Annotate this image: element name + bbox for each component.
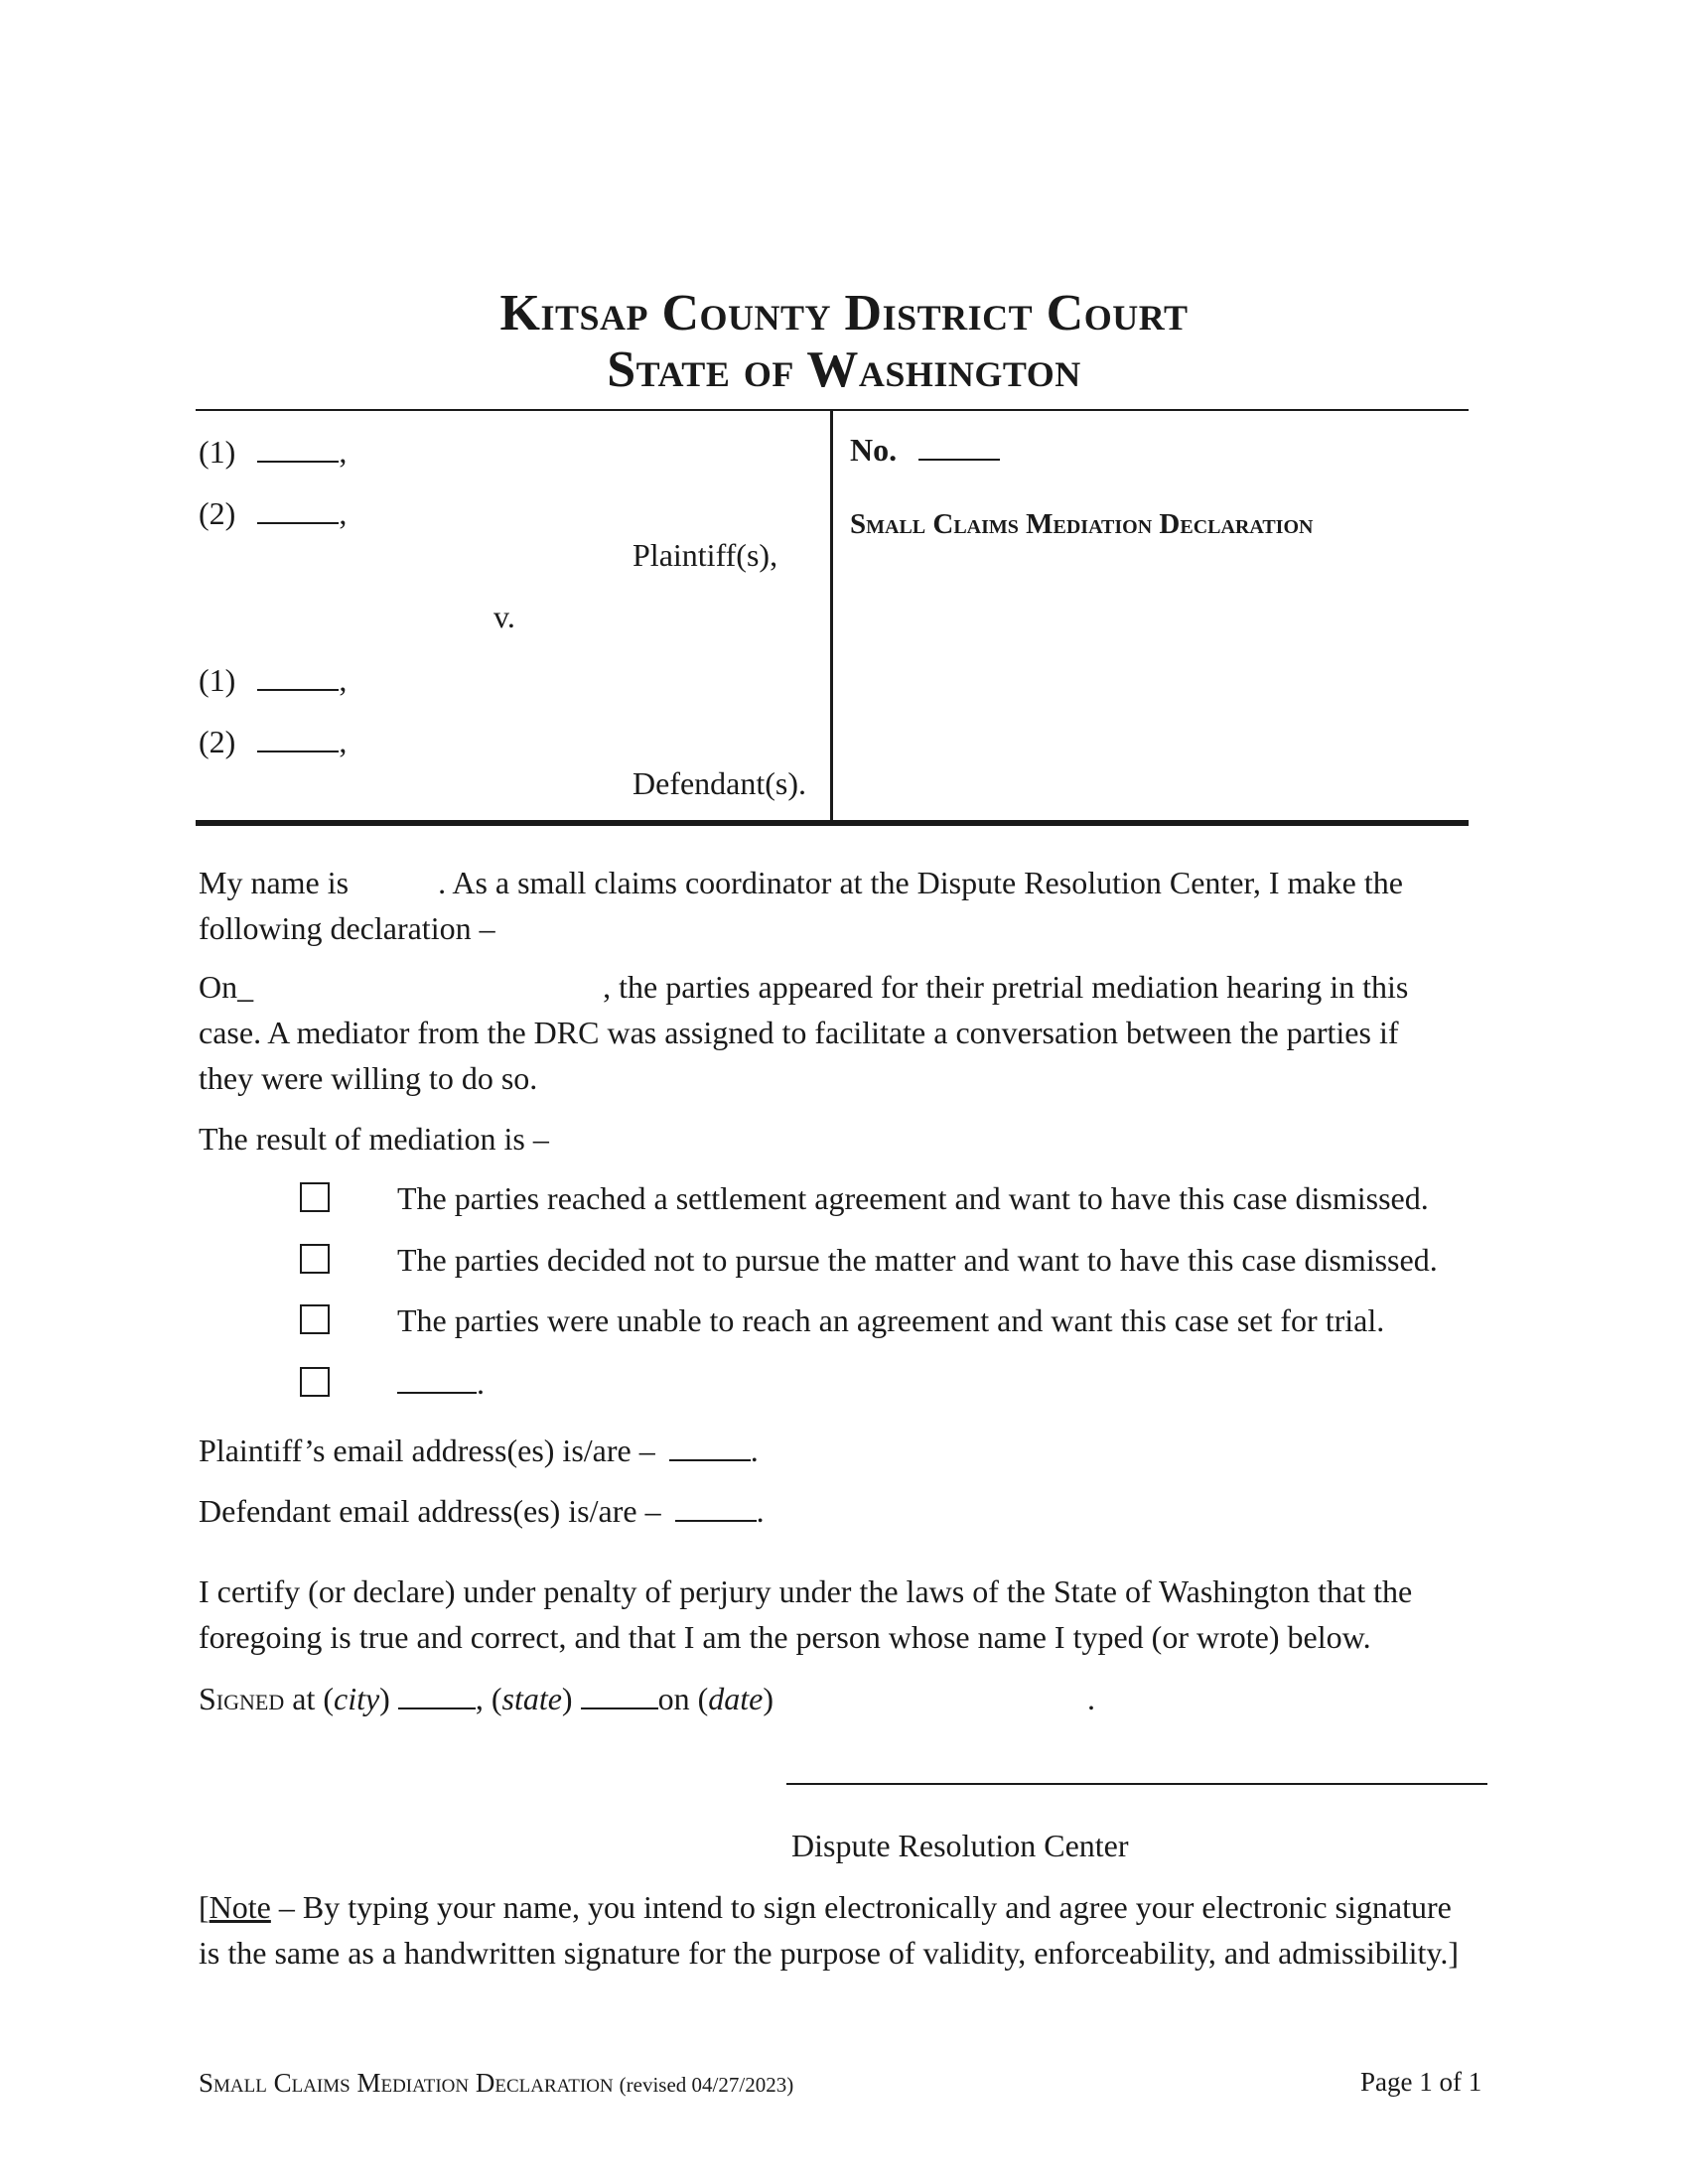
note-word: Note: [209, 1889, 271, 1925]
caption-divider: [830, 409, 833, 824]
plaintiff-1-name-field[interactable]: [257, 431, 339, 463]
certify-line1: I certify (or declare) under penalty of perjury under the laws of the State of Washington that the: [199, 1573, 1413, 1609]
name-suffix: . As a small claims coordinator at the Dispute Resolution Center, I make the: [438, 865, 1403, 900]
plaintiff-email-field[interactable]: [669, 1430, 751, 1461]
state-name: State of Washington: [607, 341, 1081, 398]
signed-state-field[interactable]: [581, 1678, 658, 1709]
defendant-label: Defendant(s).: [633, 765, 807, 801]
case-number-field[interactable]: [918, 429, 1000, 461]
defendant-email-field[interactable]: [675, 1490, 757, 1522]
option-not-pursue-checkbox[interactable]: [300, 1244, 330, 1274]
option-settlement-checkbox[interactable]: [300, 1182, 330, 1212]
plaintiff-email-label: Plaintiff’s email address(es) is/are –: [199, 1433, 655, 1468]
name-paragraph-line2: following declaration –: [199, 910, 495, 946]
defendant-1-number: (1): [199, 662, 236, 698]
plaintiff-2-number: (2): [199, 495, 236, 531]
on-paragraph-line3: they were willing to do so.: [199, 1060, 538, 1096]
defendant-email-row: [199, 1488, 765, 1534]
defendant-1-name-field[interactable]: [257, 659, 339, 691]
comma: ,: [339, 662, 348, 698]
city-label: city: [333, 1681, 380, 1716]
on-paragraph-line2: case. A mediator from the DRC was assigned to facilitate a conversation between the parties if: [199, 1015, 1399, 1050]
certify-line2: foregoing is true and correct, and that I am the person whose name I typed (or wrote) below.: [199, 1619, 1371, 1655]
option-other-field[interactable]: [397, 1362, 477, 1394]
name-paragraph-line1: [199, 860, 1403, 905]
signed-label: Signed: [199, 1681, 285, 1716]
case-number-label: No.: [850, 432, 898, 468]
result-label: The result of mediation is –: [199, 1121, 549, 1157]
defendant-1-row: [199, 657, 347, 703]
note-text: – By typing your name, you intend to sign electronically and agree your electronic signature: [270, 1889, 1452, 1925]
period: .: [750, 1433, 759, 1468]
signed-at: at: [292, 1681, 316, 1716]
signed-city-field[interactable]: [398, 1678, 476, 1709]
signed-row: Signed at (city) , (state) on (date) .: [199, 1676, 1095, 1721]
name-prefix: My name is: [199, 865, 350, 900]
versus-label: v.: [493, 599, 515, 634]
signature-line[interactable]: [786, 1783, 1487, 1785]
period: .: [756, 1493, 765, 1529]
note-line2: is the same as a handwritten signature for the purpose of validity, enforceability, and admissibility.]: [199, 1935, 1459, 1971]
court-name: Kitsap County District Court: [499, 285, 1189, 341]
signer-organization: Dispute Resolution Center: [791, 1828, 1129, 1863]
defendant-2-row: [199, 719, 347, 764]
plaintiff-2-name-field[interactable]: [257, 492, 339, 524]
option-other-checkbox[interactable]: [300, 1367, 330, 1397]
plaintiff-2-row: [199, 490, 347, 536]
defendant-2-name-field[interactable]: [257, 721, 339, 752]
plaintiff-email-row: [199, 1428, 759, 1473]
case-number-row: [850, 427, 1000, 473]
on-paragraph-line1: [199, 964, 1408, 1010]
plaintiff-1-row: [199, 429, 347, 475]
option-trial-checkbox[interactable]: [300, 1304, 330, 1334]
period: .: [1086, 1681, 1095, 1716]
footer-title: Small Claims Mediation Declaration: [199, 2068, 614, 2098]
on-prefix: On_: [199, 969, 254, 1005]
caption-bottom-rule: [196, 820, 1469, 826]
comma: ,: [339, 434, 348, 470]
plaintiff-1-number: (1): [199, 434, 236, 470]
plaintiff-label: Plaintiff(s),: [633, 537, 778, 573]
on-word: on: [657, 1681, 690, 1716]
note-line1: [Note – By typing your name, you intend to sign electronically and agree your electronic signature: [199, 1889, 1452, 1925]
date-label: date: [708, 1681, 764, 1716]
defendant-email-label: Defendant email address(es) is/are –: [199, 1493, 661, 1529]
defendant-2-number: (2): [199, 724, 236, 759]
option-not-pursue-label: The parties decided not to pursue the matter and want to have this case dismissed.: [397, 1242, 1438, 1278]
option-settlement-label: The parties reached a settlement agreement and want to have this case dismissed.: [397, 1180, 1429, 1216]
option-other-period: .: [477, 1365, 485, 1401]
comma: ,: [339, 495, 348, 531]
document-title: Small Claims Mediation Declaration: [850, 508, 1314, 540]
option-other-row: [397, 1360, 485, 1406]
footer-form-name: [199, 2068, 793, 2099]
option-trial-label: The parties were unable to reach an agreement and want this case set for trial.: [397, 1302, 1385, 1338]
comma: ,: [339, 724, 348, 759]
footer-page-number: Page 1 of 1: [1360, 2067, 1482, 2097]
footer-revised: (revised 04/27/2023): [619, 2073, 794, 2097]
on-suffix: , the parties appeared for their pretrial mediation hearing in this: [603, 969, 1409, 1005]
state-label: state: [501, 1681, 562, 1716]
